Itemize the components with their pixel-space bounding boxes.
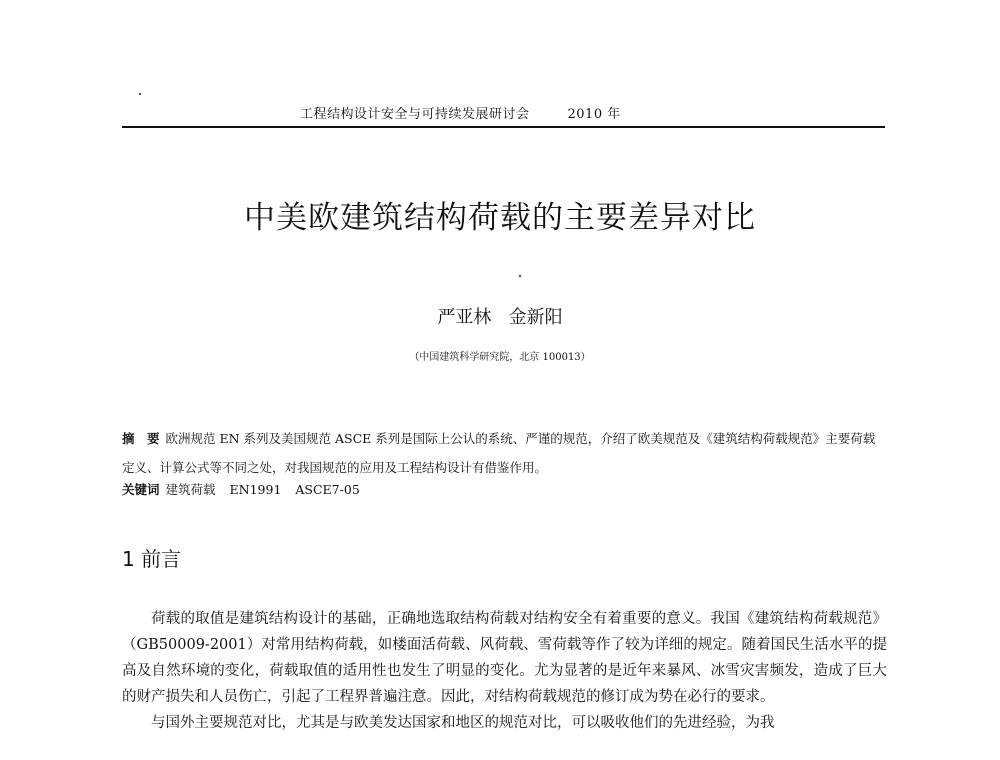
section-heading: 1 前言	[122, 547, 182, 571]
keywords	[122, 480, 887, 498]
author-name: 金新阳	[508, 307, 563, 328]
keywords-label: 关键词	[122, 482, 160, 497]
abstract	[122, 424, 887, 482]
abstract-label: 摘 要	[122, 431, 160, 446]
paper-title: 中美欧建筑结构荷载的主要差异对比	[244, 200, 756, 236]
running-header	[300, 103, 720, 122]
authors	[0, 303, 1000, 329]
conference-name: 工程结构设计安全与可持续发展研讨会	[300, 107, 530, 122]
keyword: ASCE7-05	[295, 482, 360, 497]
keyword: 建筑荷载	[165, 482, 216, 497]
header-rule	[122, 126, 885, 128]
section-body	[122, 606, 887, 736]
author-name: 严亚林	[437, 307, 492, 328]
scan-speck	[139, 93, 141, 95]
body-paragraph: 荷载的取值是建筑结构设计的基础，正确地选取结构荷载对结构安全有着重要的意义。我国《建筑结构荷载规范》（GB50009-2001）对常用结构荷载，如楼面活荷载、风荷载、雪荷载等作了较为详细的规定。随着国民生活水平的提高及自然环境的变化，荷载取值的适用性也发生了明显的变化。尤为显著的是近年来暴风、冰雪灾害频发，造成了巨大的财产损失和人员伤亡，引起了工程界普遍注意。因此，对结构荷载规范的修订成为势在必行的要求。	[122, 611, 887, 705]
affiliation: （中国建筑科学研究院，北京 100013）	[409, 352, 591, 363]
conference-year: 2010 年	[567, 107, 621, 122]
keyword: EN1991	[229, 482, 282, 497]
abstract-text: 欧洲规范 EN 系列及美国规范 ASCE 系列是国际上公认的系统、严谨的规范，介绍了欧美规范及《建筑结构荷载规范》主要荷载定义、计算公式等不同之处，对我国规范的应用及工程结构设计有借鉴作用。	[122, 431, 876, 475]
scan-speck	[519, 275, 521, 277]
body-paragraph: 与国外主要规范对比，尤其是与欧美发达国家和地区的规范对比，可以吸收他们的先进经验，为我	[151, 715, 775, 731]
